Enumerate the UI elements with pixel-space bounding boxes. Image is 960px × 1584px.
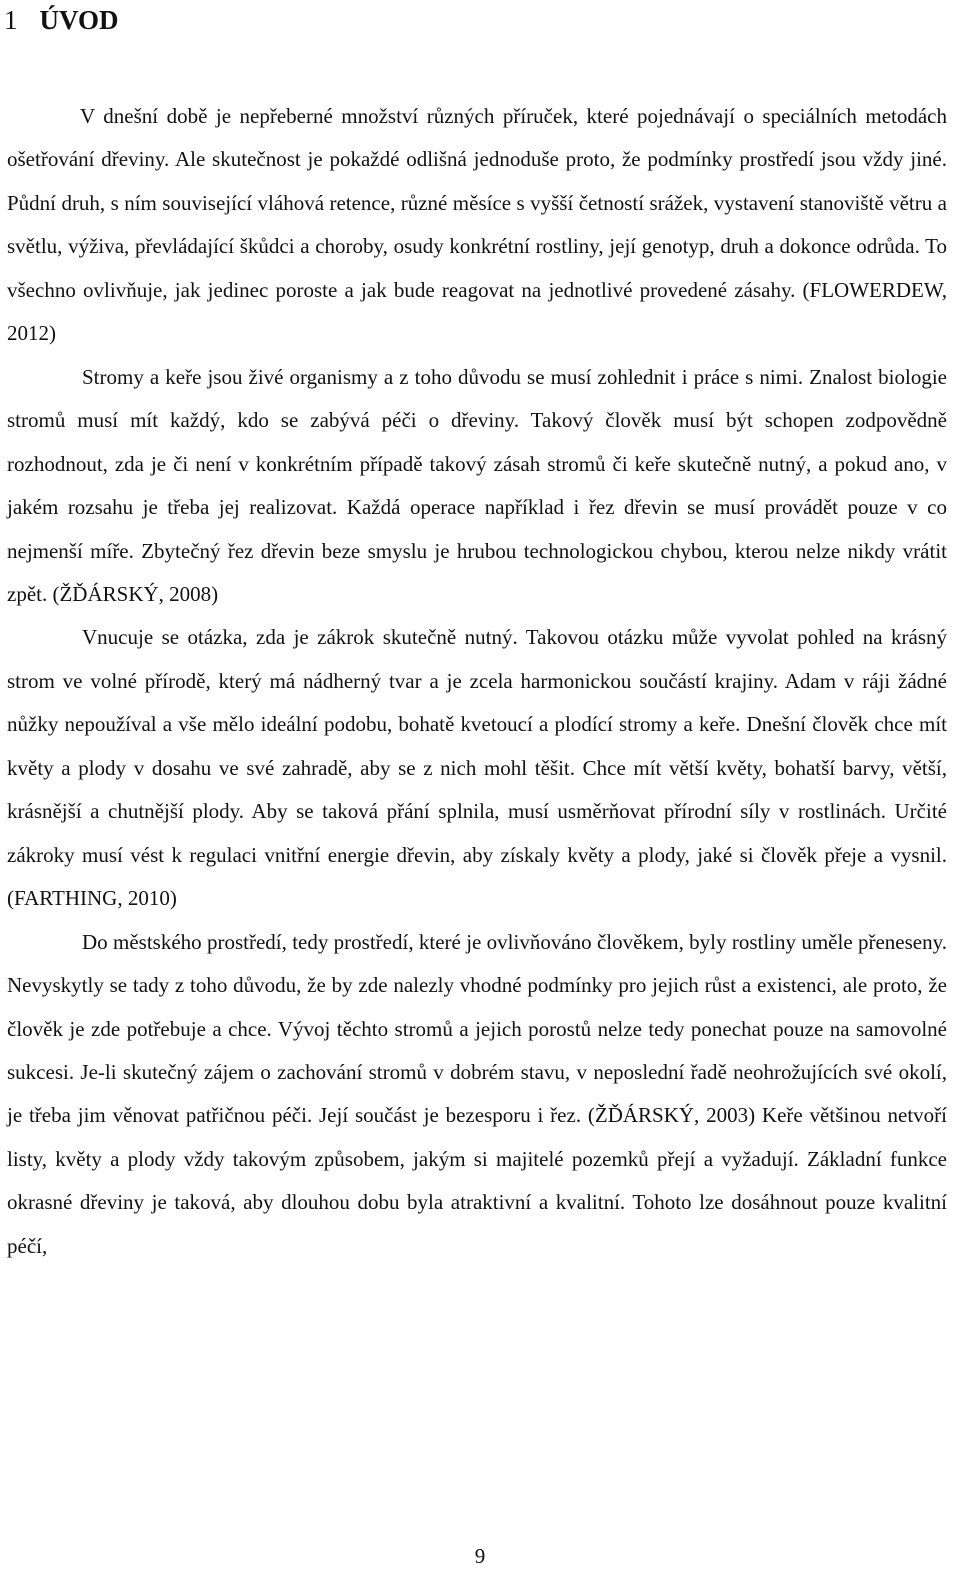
page-number: 9 (474, 1544, 486, 1568)
chapter-number: 1 (4, 5, 18, 35)
paragraph-4: Do městského prostředí, tedy prostředí, které je ovlivňováno člověkem, byly rostliny uměle přeneseny. Nevyskytly se tady z toho důvodu, že by zde nalezly vhodné podmínky pro jejich růst a existenci, ale proto, že člověk je zde potřebuje a chce. Vývoj těchto stromů a jejich porostů nelze tedy ponechat pouze na samovolné sukcesi. Je-li skutečný zájem o zachování stromů v dobrém stavu, v neposlední řadě neohrožujících své okolí, je třeba jim věnovat patřičnou péči. Její součást je bezesporu i řez. (ŽĎÁRSKÝ, 2003) Keře většinou netvoří listy, květy a plody vždy takovým způsobem, jakým si majitelé pozemků přejí a vyžadují. Základní funkce okrasné dřeviny je taková, aby dlouhou dobu byla atraktivní a kvalitní. Tohoto lze dosáhnout pouze kvalitní péčí, (7, 929, 947, 1258)
chapter-heading (4, 2, 118, 38)
paragraph-1: V dnešní době je nepřeberné množství různých příruček, které pojednávají o speciálních metodách ošetřování dřeviny. Ale skutečnost je pokaždé odlišná jednoduše proto, že podmínky prostředí jsou vždy jiné. Půdní druh, s ním související vláhová retence, různé měsíce s vyšší četností srážek, vystavení stanoviště větru a světlu, výživa, převládající škůdci a choroby, osudy konkrétní rostliny, její genotyp, druh a dokonce odrůda. To všechno ovlivňuje, jak jedinec poroste a jak bude reagovat na jednotlivé provedené zásahy. (FLOWERDEW, 2012) (7, 104, 947, 346)
chapter-title: ÚVOD (39, 5, 119, 35)
body-text (7, 95, 947, 1268)
paragraph-2: Stromy a keře jsou živé organismy a z toho důvodu se musí zohlednit i práce s nimi. Znalost biologie stromů musí mít každý, kdo se zabývá péči o dřeviny. Takový člověk musí být schopen zodpovědně rozhodnout, zda je či není v konkrétním případě takový zásah stromů či keře skutečně nutný, a pokud ano, v jakém rozsahu je třeba jej realizovat. Každá operace například i řez dřevin se musí provádět pouze v co nejmenší míře. Zbytečný řez dřevin beze smyslu je hrubou technologickou chybou, kterou nelze nikdy vrátit zpět. (ŽĎÁRSKÝ, 2008) (7, 364, 947, 606)
paragraph-3: Vnucuje se otázka, zda je zákrok skutečně nutný. Takovou otázku může vyvolat pohled na krásný strom ve volné přírodě, který má nádherný tvar a je zcela harmonickou součástí krajiny. Adam v ráji žádné nůžky nepoužíval a vše mělo ideální podobu, bohatě kvetoucí a plodící stromy a keře. Dnešní člověk chce mít květy a plody v dosahu ve své zahradě, aby se z nich mohl těšit. Chce mít větší květy, bohatší barvy, větší, krásnější a chutnější plody. Aby se taková přání splnila, musí usměrňovat přírodní síly v rostlinách. Určité zákroky musí vést k regulaci vnitřní energie dřevin, aby získaly květy a plody, jaké si člověk přeje a vysnil. (FARTHING, 2010) (7, 625, 947, 911)
